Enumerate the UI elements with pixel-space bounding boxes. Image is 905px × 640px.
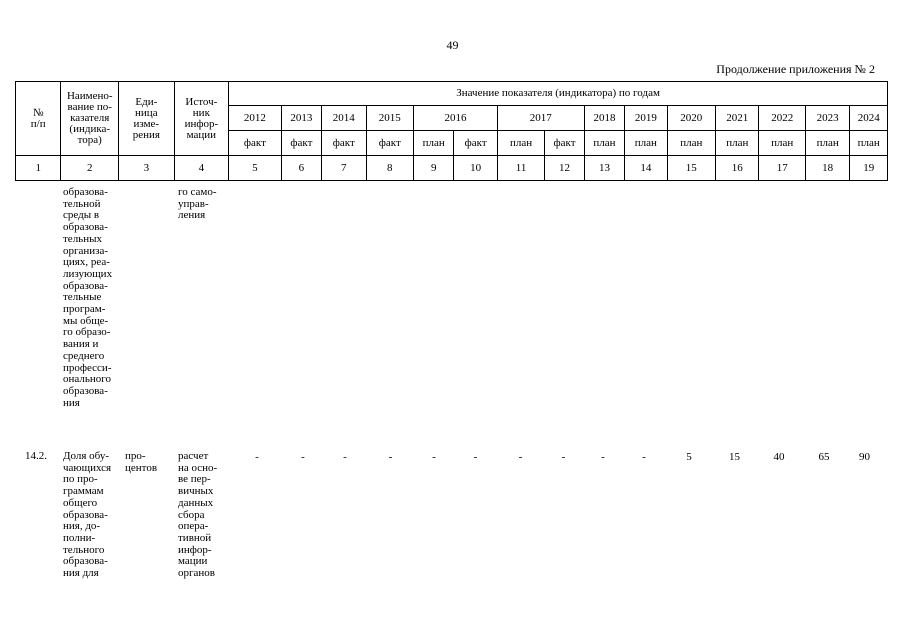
header-year: 2017 — [497, 106, 584, 131]
header-type: план — [667, 131, 715, 156]
header-type: факт — [366, 131, 413, 156]
continuation-label: Продолжение приложения № 2 — [716, 62, 875, 76]
header-type: план — [414, 131, 454, 156]
row-value: - — [255, 451, 259, 463]
header-year: 2021 — [716, 106, 759, 131]
row-indicator-name: образова- тельной среды в образова- тельных организа- циях, реа- лизующих образова- тельные програм- мы обще- го образо- вания и среднего професси- онального образова- ния — [63, 186, 113, 409]
header-col-number: 16 — [716, 156, 759, 181]
row-value: - — [601, 451, 605, 463]
header-col-number: 10 — [454, 156, 497, 181]
header-col-number: 14 — [625, 156, 667, 181]
header-type: факт — [545, 131, 584, 156]
header-col-source: Источ- ник инфор- мации — [174, 82, 229, 156]
header-type: план — [584, 131, 624, 156]
header-group-title: Значение показателя (индикатора) по годам — [229, 82, 888, 106]
header-col-unit: Еди- ница изме- рения — [119, 82, 175, 156]
row-value: 90 — [859, 451, 870, 463]
row-value: - — [301, 451, 305, 463]
row-unit: про- центов — [125, 450, 158, 474]
header-col-number: 8 — [366, 156, 413, 181]
header-year: 2018 — [584, 106, 624, 131]
header-type: план — [716, 131, 759, 156]
header-year: 2015 — [366, 106, 413, 131]
row-value: 40 — [773, 451, 785, 463]
header-col-number: 13 — [584, 156, 624, 181]
header-year: 2016 — [414, 106, 498, 131]
header-col-number: 3 — [119, 156, 175, 181]
header-col-number: 17 — [759, 156, 805, 181]
header-col-number: 19 — [850, 156, 888, 181]
header-col-number: 4 — [174, 156, 229, 181]
row-info-source: расчет на осно- ве пер- вичных данных сбора опера- тивной инфор- мации органов — [178, 450, 218, 580]
header-type: факт — [281, 131, 321, 156]
header-col-number: 9 — [414, 156, 454, 181]
row-value: 5 — [686, 451, 692, 463]
header-col-number: 15 — [667, 156, 715, 181]
header-col-number: 6 — [281, 156, 321, 181]
header-year: 2020 — [667, 106, 715, 131]
row-info-source: го само- управ- ления — [178, 186, 217, 222]
row-value: - — [518, 451, 523, 463]
header-type: план — [625, 131, 667, 156]
header-year: 2023 — [805, 106, 849, 131]
row-value: - — [432, 451, 436, 463]
page-number: 49 — [446, 38, 459, 52]
header-type: факт — [454, 131, 497, 156]
header-type: план — [497, 131, 544, 156]
header-year: 2024 — [850, 106, 888, 131]
header-col-number: 7 — [322, 156, 366, 181]
header-type: план — [805, 131, 849, 156]
header-col-number: 5 — [229, 156, 282, 181]
header-col-number: 18 — [805, 156, 849, 181]
header-col-no: № п/п — [16, 82, 61, 156]
header-col-number: 1 — [16, 156, 61, 181]
row-value: - — [561, 451, 566, 463]
row-value: 15 — [729, 451, 740, 463]
indicator-table-header — [15, 81, 888, 181]
row-value: - — [642, 451, 646, 463]
row-number: 14.2. — [25, 450, 47, 462]
header-type: план — [759, 131, 805, 156]
header-year: 2022 — [759, 106, 805, 131]
header-col-number: 12 — [545, 156, 584, 181]
header-year: 2013 — [281, 106, 321, 131]
header-year: 2012 — [229, 106, 282, 131]
header-year: 2019 — [625, 106, 667, 131]
row-value: - — [388, 451, 393, 463]
header-type: факт — [322, 131, 366, 156]
header-type: факт — [229, 131, 282, 156]
row-value: - — [473, 451, 478, 463]
row-value: 65 — [818, 451, 830, 463]
header-type: план — [850, 131, 888, 156]
row-value: - — [343, 451, 347, 463]
row-indicator-name: Доля обу- чающихся по про- граммам общего образова- ния, до- полни- тельного образова- ния для — [63, 450, 112, 580]
header-year: 2014 — [322, 106, 366, 131]
header-col-number: 2 — [61, 156, 119, 181]
header-col-name: Наимено- вание по- казателя (индика- тора) — [61, 82, 119, 156]
header-col-number: 11 — [497, 156, 544, 181]
